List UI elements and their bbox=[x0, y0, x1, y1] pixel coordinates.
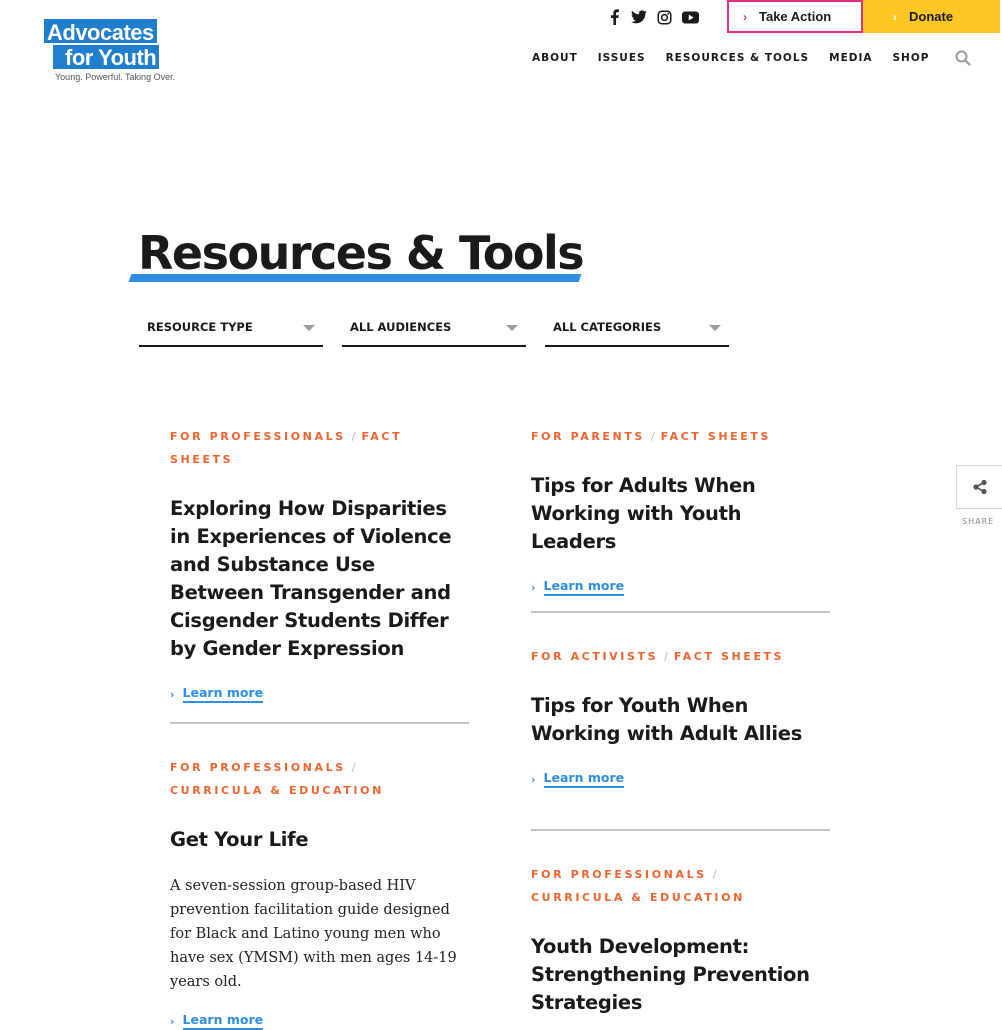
caret-down-icon bbox=[709, 325, 721, 331]
share-button[interactable] bbox=[956, 465, 1002, 509]
learn-more-link[interactable] bbox=[531, 578, 831, 596]
card-tags: FOR PROFESSIONALS / FACT SHEETS bbox=[170, 430, 403, 466]
tag-link[interactable]: FOR ACTIVISTS bbox=[531, 650, 659, 663]
chevron-right-icon: › bbox=[170, 1014, 175, 1028]
learn-more-link[interactable] bbox=[531, 770, 831, 788]
filter-label: ALL CATEGORIES bbox=[553, 320, 662, 334]
logo-tagline: Young. Powerful. Taking Over. bbox=[55, 72, 176, 82]
card-tags: FOR PROFESSIONALS / CURRICULA & EDUCATION bbox=[170, 761, 384, 797]
card-divider bbox=[531, 611, 830, 613]
tag-link[interactable]: FACT SHEETS bbox=[660, 430, 772, 443]
learn-more-link[interactable] bbox=[170, 1012, 470, 1030]
logo-line-1: Advocates bbox=[44, 19, 157, 43]
social-links bbox=[606, 7, 699, 27]
card-title[interactable]: Exploring How Disparities in Experiences of Violence and Substance Use Between Transgender and Cisgender Students Differ by Gender Expression bbox=[170, 497, 452, 660]
tag-link[interactable]: FOR PROFESSIONALS bbox=[170, 430, 346, 443]
resource-card bbox=[531, 645, 831, 788]
resource-card bbox=[531, 863, 831, 1017]
youtube-icon[interactable] bbox=[681, 7, 699, 27]
card-description: A seven-session group-based HIV prevention facilitation guide designed for Black and Latino young men who have sex (YMSM) with men ages 14-19 years old. bbox=[170, 878, 457, 990]
card-divider bbox=[170, 722, 469, 724]
chevron-right-icon: › bbox=[170, 687, 175, 701]
card-tags: FOR ACTIVISTS / FACT SHEETS bbox=[531, 650, 785, 663]
tag-link[interactable]: FACT SHEETS bbox=[673, 650, 785, 663]
learn-more-link[interactable] bbox=[170, 685, 470, 703]
main-nav bbox=[532, 50, 971, 66]
learn-more-label: Learn more bbox=[544, 770, 625, 788]
take-action-button[interactable] bbox=[727, 0, 863, 33]
card-title[interactable]: Tips for Youth When Working with Adult Allies bbox=[531, 694, 803, 745]
nav-item-shop[interactable]: SHOP bbox=[892, 52, 930, 64]
tag-link[interactable]: FOR PROFESSIONALS bbox=[170, 761, 346, 774]
chevron-right-icon: › bbox=[531, 580, 536, 594]
caret-down-icon bbox=[303, 325, 315, 331]
chevron-right-icon: › bbox=[531, 772, 536, 786]
tag-link[interactable]: CURRICULA & EDUCATION bbox=[170, 784, 384, 797]
instagram-icon[interactable] bbox=[656, 7, 672, 27]
chevron-right-icon: › bbox=[893, 9, 897, 24]
page-title: Resources & Tools bbox=[138, 226, 584, 280]
card-tags: FOR PARENTS / FACT SHEETS bbox=[531, 430, 772, 443]
site-logo[interactable] bbox=[44, 19, 176, 82]
audience-filter[interactable] bbox=[342, 320, 526, 347]
filter-label: ALL AUDIENCES bbox=[350, 320, 452, 334]
donate-label: Donate bbox=[909, 9, 954, 24]
card-divider bbox=[531, 829, 830, 831]
resource-card bbox=[531, 425, 831, 596]
nav-item-media[interactable]: MEDIA bbox=[829, 52, 873, 64]
learn-more-label: Learn more bbox=[183, 1012, 264, 1030]
tag-link[interactable]: FOR PROFESSIONALS bbox=[531, 868, 707, 881]
resource-card bbox=[170, 756, 470, 1030]
tag-link[interactable]: FACT SHEETS bbox=[170, 430, 403, 466]
twitter-icon[interactable] bbox=[631, 7, 647, 27]
learn-more-label: Learn more bbox=[544, 578, 625, 596]
nav-item-resources-tools[interactable]: RESOURCES & TOOLS bbox=[665, 52, 810, 64]
nav-item-issues[interactable]: ISSUES bbox=[597, 52, 646, 64]
card-tags: FOR PROFESSIONALS / CURRICULA & EDUCATION bbox=[531, 868, 745, 904]
chevron-right-icon: › bbox=[743, 9, 747, 24]
card-title[interactable]: Tips for Adults When Working with Youth Leaders bbox=[531, 474, 756, 553]
tag-link[interactable]: CURRICULA & EDUCATION bbox=[531, 891, 745, 904]
resource-type-filter[interactable] bbox=[139, 320, 323, 347]
search-icon[interactable] bbox=[955, 50, 971, 66]
nav-item-about[interactable]: ABOUT bbox=[532, 52, 578, 64]
share-icon bbox=[972, 479, 988, 495]
share-label: SHARE bbox=[962, 517, 995, 526]
tag-link[interactable]: FOR PARENTS bbox=[531, 430, 645, 443]
donate-button[interactable] bbox=[863, 0, 1000, 33]
filter-label: RESOURCE TYPE bbox=[147, 320, 253, 334]
caret-down-icon bbox=[506, 325, 518, 331]
card-title[interactable]: Youth Development: Strengthening Prevention Strategies bbox=[531, 935, 810, 1014]
take-action-label: Take Action bbox=[759, 9, 832, 24]
category-filter[interactable] bbox=[545, 320, 729, 347]
logo-line-2: for Youth bbox=[53, 45, 159, 69]
learn-more-label: Learn more bbox=[183, 685, 264, 703]
card-title[interactable]: Get Your Life bbox=[170, 828, 309, 851]
facebook-icon[interactable] bbox=[606, 7, 622, 27]
resource-card bbox=[170, 425, 470, 703]
